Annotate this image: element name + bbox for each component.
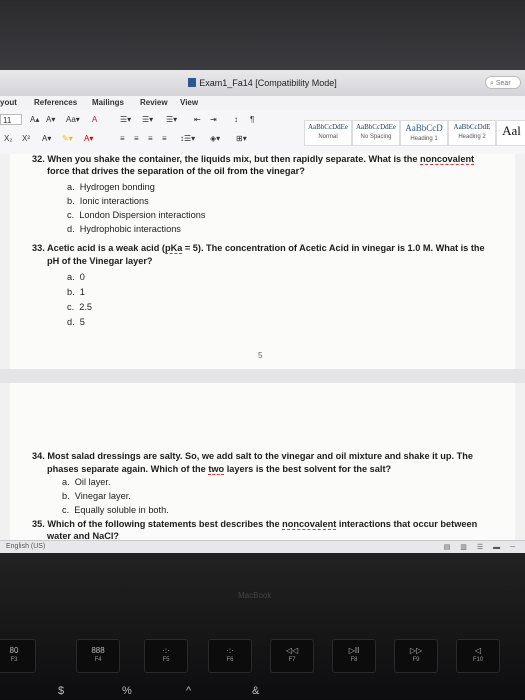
key-f7: ◁◁ F7 xyxy=(270,639,314,673)
language-indicator[interactable]: English (US) xyxy=(6,543,46,550)
q34-line1: 34. Most salad dressings are salty. So, we add salt to the vinegar and oil mixture and shake it up. The xyxy=(32,451,473,461)
window-titlebar xyxy=(0,70,525,96)
q32-option-d: d. Hydrophobic interactions xyxy=(67,224,181,234)
q33-line1: 33. Acetic acid is a weak acid (pKa = 5). The concentration of Acetic Acid in vinegar is 1.0 M. What is the xyxy=(32,243,485,253)
q32-option-a: a. Hydrogen bonding xyxy=(67,182,155,192)
q32-option-c: c. London Dispersion interactions xyxy=(67,210,206,220)
style-no-spacing[interactable]: AaBbCcDdEe No Spacing xyxy=(352,120,400,146)
superscript-icon[interactable]: X² xyxy=(22,134,30,143)
align-center-icon[interactable]: ≡ xyxy=(134,134,139,143)
q33-option-c: c. 2.5 xyxy=(67,302,93,312)
function-key-row xyxy=(0,639,525,679)
align-left-icon[interactable]: ≡ xyxy=(120,134,125,143)
brand-label: MacBook xyxy=(238,591,272,600)
highlight-icon[interactable]: ✎▾ xyxy=(62,134,73,143)
style-title[interactable]: Aal xyxy=(496,120,525,146)
text-effects-icon[interactable]: A▾ xyxy=(42,134,52,143)
key-f9: ▷▷ F9 xyxy=(394,639,438,673)
indent-icon[interactable]: ⇥ xyxy=(210,115,217,124)
numbering-icon[interactable]: ☰▾ xyxy=(142,115,154,124)
q33-option-b: b. 1 xyxy=(67,287,85,297)
q34-line2: phases separate again. Which of the two layers is the best solvent for the salt? xyxy=(47,464,392,474)
q34-option-a: a. Oil layer. xyxy=(62,477,111,487)
key-caret: ^ xyxy=(186,685,192,697)
style-heading-2[interactable]: AaBbCcDdE Heading 2 xyxy=(448,120,496,146)
grow-font-icon[interactable]: A▴ xyxy=(30,115,40,124)
tab-references[interactable]: References xyxy=(34,98,78,107)
status-bar xyxy=(0,540,525,553)
word-doc-icon xyxy=(188,78,196,87)
key-f3: 80 F3 xyxy=(0,639,36,673)
multilevel-list-icon[interactable]: ☰▾ xyxy=(166,115,178,124)
borders-icon[interactable]: ⊞▾ xyxy=(236,134,247,143)
view-buttons[interactable]: ▤ ▥ ☰ ▬ ─ xyxy=(443,544,519,551)
laptop-body xyxy=(0,553,525,700)
ribbon-toolbar xyxy=(0,110,525,155)
page-number: 5 xyxy=(258,351,263,360)
key-percent: % xyxy=(122,685,132,697)
subscript-icon[interactable]: X₂ xyxy=(4,134,13,143)
q32-line2: force that drives the separation of the oil from the vinegar? xyxy=(47,166,305,176)
key-f10: ◁ F10 xyxy=(456,639,500,673)
change-case-icon[interactable]: Aa▾ xyxy=(66,115,80,124)
q35-line2: water and NaCl? xyxy=(47,531,120,540)
key-f5: ·:· F5 xyxy=(144,639,188,673)
q34-option-b: b. Vinegar layer. xyxy=(62,491,131,501)
ribbon-tabs xyxy=(0,96,525,110)
tab-review[interactable]: Review xyxy=(140,98,168,107)
q34-option-c: c. Equally soluble in both. xyxy=(62,505,169,515)
key-ampersand: & xyxy=(252,685,260,697)
key-f8: ▷II F8 xyxy=(332,639,376,673)
key-f4: 888 F4 xyxy=(76,639,120,673)
font-color-icon[interactable]: A▾ xyxy=(84,134,94,143)
tab-layout[interactable]: yout xyxy=(0,98,17,107)
tab-mailings[interactable]: Mailings xyxy=(92,98,125,107)
tab-view[interactable]: View xyxy=(180,98,199,107)
key-f6: ·:· F6 xyxy=(208,639,252,673)
q32-option-b: b. Ionic interactions xyxy=(67,196,149,206)
pilcrow-icon[interactable]: ¶ xyxy=(250,115,255,124)
style-normal[interactable]: AaBbCcDdEe Normal xyxy=(304,120,352,146)
line-spacing-icon[interactable]: ↕☰▾ xyxy=(180,134,196,143)
shading-icon[interactable]: ◈▾ xyxy=(210,134,221,143)
q35-line1: 35. Which of the following statements best describes the noncovalent interactions that occur between xyxy=(32,519,478,529)
monitor-bezel xyxy=(0,0,525,70)
justify-icon[interactable]: ≡ xyxy=(162,134,167,143)
clear-format-icon[interactable]: A xyxy=(92,115,98,124)
q33-option-a: a. 0 xyxy=(67,272,85,282)
shrink-font-icon[interactable]: A▾ xyxy=(46,115,56,124)
key-dollar: $ xyxy=(58,685,65,697)
document-page-next xyxy=(10,383,515,540)
window-title: Exam1_Fa14 [Compatibility Mode] xyxy=(0,78,525,88)
document-area xyxy=(0,154,525,540)
page-break xyxy=(0,369,525,383)
font-size-select[interactable]: 11 xyxy=(0,114,22,125)
sort-icon[interactable]: ↕ xyxy=(234,115,238,124)
search-input[interactable]: ⌕ Sear xyxy=(485,76,521,89)
align-right-icon[interactable]: ≡ xyxy=(148,134,153,143)
q33-line2: pH of the Vinegar layer? xyxy=(47,256,153,266)
bullets-icon[interactable]: ☰▾ xyxy=(120,115,132,124)
style-heading-1[interactable]: AaBbCcD Heading 1 xyxy=(400,120,448,146)
outdent-icon[interactable]: ⇤ xyxy=(194,115,201,124)
q33-option-d: d. 5 xyxy=(67,317,85,327)
q32-line1: 32. When you shake the container, the liquids mix, but then rapidly separate. What is the noncovalent xyxy=(32,154,475,164)
